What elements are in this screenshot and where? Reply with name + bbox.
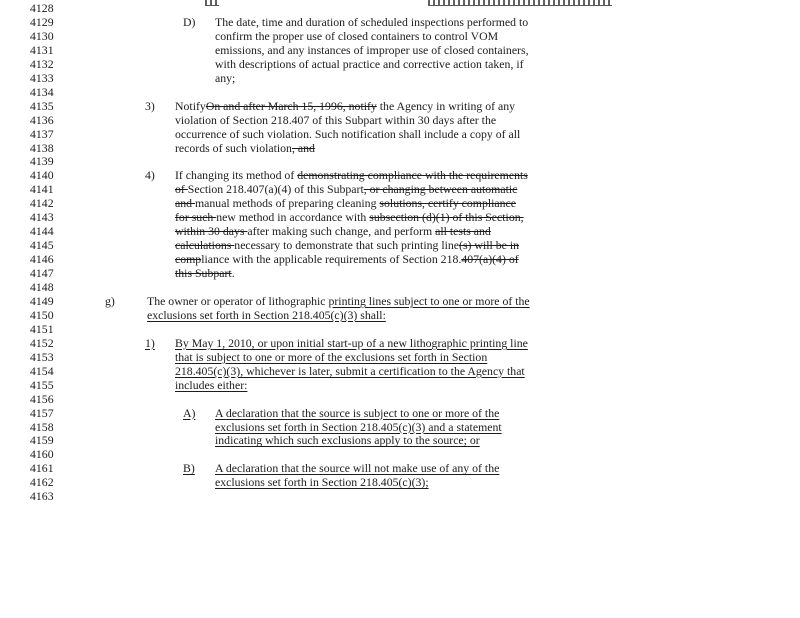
inserted-text: A declaration that the source is subject to one or more of the [215,405,500,420]
plain-text: The owner or operator of lithographic [147,293,329,308]
document-line [0,294,800,308]
line-text [175,168,528,182]
deleted-text: within 30 days [175,224,248,239]
deleted-text: all tests and [435,224,491,239]
line-number: 4161 [30,461,54,476]
plain-text: . [231,266,235,281]
document-line [0,224,800,238]
deleted-text: demonstrating compliance with the requirements [297,168,528,183]
line-number: 4156 [30,391,54,406]
line-text [215,15,528,29]
line-text [215,461,499,475]
plain-text: any; [215,70,236,85]
deleted-text: this Subpart [175,266,232,281]
document-line [0,99,800,113]
document-line [0,420,800,434]
inserted-text: printing lines subject to one or more of the [328,293,530,308]
line-text [215,57,524,71]
line-text [175,350,487,364]
line-number: 4145 [30,238,54,253]
line-number: 4133 [30,70,54,85]
line-text [175,252,519,266]
line-text [147,294,530,308]
deleted-text: 407(a)(4) of [461,252,519,267]
line-text [175,224,491,238]
line-number: 4155 [30,377,54,392]
line-number: 4149 [30,293,54,308]
line-number: 4141 [30,182,54,197]
document-line [0,127,800,141]
line-number: 4137 [30,126,54,141]
plain-text: emissions, and any instances of improper use of closed containers, [215,42,529,57]
inserted-text: indicating which such exclusions apply to the source; or [215,433,480,448]
plain-text: confirm the proper use of closed containers to control VOM [215,28,499,43]
deleted-text: calculations [175,238,235,253]
line-number: 4128 [30,1,54,15]
plain-text: records of such violation [175,140,292,155]
line-number: 4140 [30,168,54,183]
line-text [175,141,315,155]
document-line [0,182,800,196]
document-line [0,336,800,350]
document-line [0,266,800,280]
document-line [0,489,800,503]
document-line [0,1,800,15]
document-line [0,322,800,336]
document-line [0,238,800,252]
line-number: 4163 [30,489,54,504]
line-text [175,364,525,378]
line-text [147,308,386,322]
line-number: 4157 [30,405,54,420]
plain-text: with descriptions of actual practice and corrective action taken, if [215,56,524,71]
document-line [0,364,800,378]
line-number: 4139 [30,154,54,169]
document-line [0,280,800,294]
document-line [0,154,800,168]
line-number: 4134 [30,84,54,99]
list-item-label: D) [183,14,196,29]
deleted-text: for such [175,210,217,225]
document-line [0,252,800,266]
line-text [215,433,480,447]
plain-text: the Agency in writing of any [376,98,516,113]
line-text [215,43,529,57]
plain-text: necessary to demonstrate that such printing line [234,238,460,253]
document-line [0,168,800,182]
plain-text: after making such change, and perform [247,224,436,239]
inserted-text: exclusions set forth in Section 218.405(c)(3); [215,475,429,490]
line-text [175,266,235,280]
line-text [215,420,502,434]
line-text [215,475,429,489]
line-number: 4130 [30,28,54,43]
inserted-text: By May 1, 2010, or upon initial start-up of a new lithographic printing line [175,335,528,350]
document-line [0,378,800,392]
list-item-label: B) [183,461,195,476]
line-number: 4132 [30,56,54,71]
line-number: 4138 [30,140,54,155]
line-number: 4150 [30,307,54,322]
plain-text: manual methods of preparing cleaning [194,196,380,211]
line-number: 4159 [30,433,54,448]
line-text [215,406,499,420]
deleted-text: On and after March 15, 1996, notify [205,98,377,113]
list-item-label: 4) [145,168,155,183]
deleted-text: (s) will be in [459,238,519,253]
plain-text: liance with the applicable requirements of Section 218. [201,252,462,267]
line-text [175,210,524,224]
document-line [0,406,800,420]
line-number: 4160 [30,447,54,462]
document-line [0,57,800,71]
plain-text: The date, time and duration of scheduled inspections performed to [215,14,529,29]
line-text [175,196,516,210]
list-item-label: 3) [145,98,155,113]
line-number: 4135 [30,98,54,113]
line-text [215,71,235,85]
line-number: 4162 [30,475,54,490]
document-line [0,350,800,364]
line-number: 4158 [30,419,54,434]
deleted-text: of [175,182,188,197]
plain-text: Section 218.407(a)(4) of this Subpart [187,182,364,197]
document-line [0,141,800,155]
plain-text: Notify [175,98,206,113]
list-item-label: g) [105,293,115,308]
line-number: 4154 [30,363,54,378]
plain-text: violation of Section 218.407 of this Subpart within 30 days after the [175,112,497,127]
deleted-text: , and [291,140,315,155]
line-number: 4152 [30,335,54,350]
line-text [175,127,520,141]
line-number: 4129 [30,14,54,29]
line-text [175,336,528,350]
line-number: 4146 [30,252,54,267]
document-line [0,433,800,447]
document-line [0,43,800,57]
document-line [0,308,800,322]
line-number: 4144 [30,224,54,239]
line-text [175,238,519,252]
line-number: 4151 [30,321,54,336]
line-number: 4147 [30,266,54,281]
line-number: 4148 [30,280,54,294]
document-line [0,196,800,210]
inserted-text: exclusions set forth in Section 218.405(c)(3) shall: [147,307,386,322]
document-line [0,447,800,461]
inserted-text: includes either: [175,377,248,392]
inserted-text: exclusions set forth in Section 218.405(c)(3) and a statement [215,419,502,434]
list-item-label: A) [183,405,196,420]
document-line [0,85,800,99]
line-text [175,378,247,392]
document-line [0,475,800,489]
line-number: 4136 [30,112,54,127]
inserted-text: A declaration that the source will not make use of any of the [215,461,500,476]
list-item-label: 1) [145,335,155,350]
deleted-text: solutions, certify compliance [379,196,517,211]
line-number: 4143 [30,210,54,225]
line-number: 4131 [30,42,54,57]
line-text [215,29,498,43]
document-line [0,15,800,29]
document-line [0,113,800,127]
line-text [175,182,517,196]
line-text [175,99,515,113]
document-line [0,392,800,406]
line-text [175,113,496,127]
document-line [0,461,800,475]
document-line [0,210,800,224]
plain-text: occurrence of such violation. Such notification shall include a copy of all [175,126,521,141]
plain-text: new method in accordance with [216,210,370,225]
line-number: 4153 [30,349,54,364]
deleted-text: , or changing between automatic [363,182,518,197]
deleted-text: subsection (d)(1) of this Section, [369,210,524,225]
document-line [0,71,800,85]
deleted-text: and [175,196,195,211]
inserted-text: 218.405(c)(3), whichever is later, submit a certification to the Agency that [175,363,525,378]
inserted-text: that is subject to one or more of the exclusions set forth in Section [175,349,488,364]
plain-text: If changing its method of [175,168,298,183]
document-line [0,29,800,43]
deleted-text: comp [175,252,202,267]
line-number: 4142 [30,196,54,211]
